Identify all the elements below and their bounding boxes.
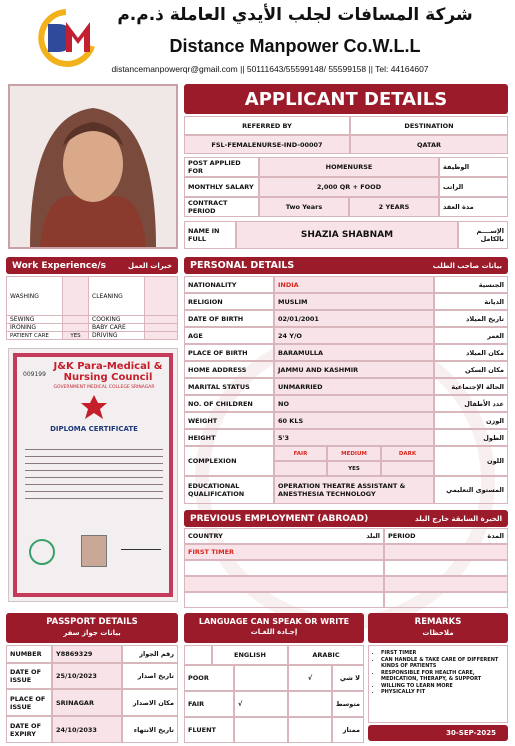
complexion-medium: MEDIUM: [327, 446, 381, 461]
work-skill: PATIENT CARE: [7, 332, 63, 340]
complexion-dark-mark: [381, 461, 434, 476]
language-poor-arabic: √: [288, 665, 332, 691]
work-skill-value: [145, 277, 178, 316]
complexion-dark: DARK: [381, 446, 434, 461]
issue-place-label-ar: مكان الاصدار: [122, 689, 178, 716]
passport-number-label-ar: رقم الجواز: [122, 645, 178, 663]
certificate-seal: [29, 539, 55, 565]
remarks-list: [368, 645, 508, 723]
passport-title-ar: بيانات جواز سفر: [63, 629, 121, 637]
language-fluent-arabic: [288, 717, 332, 743]
marital-label-ar: الحالة الإجتماعية: [434, 378, 508, 395]
children-label: NO. OF CHILDREN: [184, 395, 274, 412]
issue-date-label-ar: تاريخ اصدار: [122, 663, 178, 689]
children-label-ar: عدد الأطفال: [434, 395, 508, 412]
children-value: NO: [274, 395, 434, 412]
language-fair-label-ar: متوسط: [332, 691, 364, 717]
remark-item: • RESPONSIBLE FOR HEALTH CARE, MEDICATION, THERAPY, & SUPPORT: [381, 670, 503, 683]
weight-value: 60 KLS: [274, 412, 434, 429]
dob-label-ar: تاريخ الميلاد: [434, 310, 508, 327]
birthplace-label: PLACE OF BIRTH: [184, 344, 274, 361]
passport-number-value: Y8869329: [52, 645, 122, 663]
language-fair-label: FAIR: [184, 691, 234, 717]
previous-row-1-period: [384, 544, 508, 560]
address-label-ar: مكان السكن: [434, 361, 508, 378]
remark-item: • PHYSICALLY FIT: [381, 689, 503, 696]
name-value: SHAZIA SHABNAM: [236, 221, 458, 249]
previous-row-4: [184, 592, 384, 608]
address-label: HOME ADDRESS: [184, 361, 274, 378]
language-header: [184, 613, 364, 643]
previous-title-ar: الخبرة السابقة خارج البلد: [415, 514, 502, 523]
company-name-arabic: شركة المسافات لجلب الأيدي العاملة ذ.م.م: [117, 5, 473, 25]
height-label: HEIGHT: [184, 429, 274, 446]
language-fluent-english: [234, 717, 288, 743]
religion-label-ar: الديانة: [434, 293, 508, 310]
work-skill-value: [145, 324, 178, 332]
religion-label: RELIGION: [184, 293, 274, 310]
personal-details-header: [184, 257, 508, 274]
period-label: PERIOD: [384, 528, 444, 544]
language-poor-label: POOR: [184, 665, 234, 691]
nationality-value: INDIA: [274, 276, 434, 293]
religion-value: MUSLIM: [274, 293, 434, 310]
period-label-ar: المدة: [444, 528, 508, 544]
work-skill-value: [63, 277, 89, 316]
referral-table: [184, 116, 508, 154]
certificate-text-lines: [25, 443, 163, 523]
salary-label-ar: الراتب: [439, 177, 508, 197]
contract-value: Two Years: [259, 197, 349, 217]
expiry-date-label-ar: تاريخ الانتهاء: [122, 716, 178, 743]
age-label-ar: العمر: [434, 327, 508, 344]
work-title: Work Experience/s: [12, 260, 106, 271]
complexion-medium-mark: YES: [327, 461, 381, 476]
remarks-title: REMARKS: [414, 617, 462, 627]
contract-label: CONTRACT PERIOD: [184, 197, 259, 217]
language-fluent-label: FLUENT: [184, 717, 234, 743]
language-fluent-label-ar: ممتاز: [332, 717, 364, 743]
name-row: [184, 221, 508, 249]
certificate-diploma: DIPLOMA CERTIFICATE: [50, 425, 138, 433]
post-table: [184, 157, 508, 217]
name-label-ar: الإســــم بالكامل: [458, 221, 508, 249]
work-skill: COOKING: [89, 316, 145, 324]
certificate-serial: 009199: [23, 371, 46, 378]
destination-label: DESTINATION: [350, 116, 508, 135]
applicant-photo: [8, 84, 178, 249]
height-label-ar: الطول: [434, 429, 508, 446]
remarks-header: [368, 613, 508, 643]
expiry-date-label: DATE OF EXPIRY: [6, 716, 52, 743]
dob-value: 02/01/2001: [274, 310, 434, 327]
education-value: OPERATION THEATRE ASSISTANT & ANESTHESIA TECHNOLOGY: [274, 476, 434, 504]
previous-row-3: [184, 576, 384, 592]
certificate-photo: [81, 535, 107, 567]
passport-title: PASSPORT DETAILS: [46, 617, 138, 627]
previous-row-2: [184, 560, 384, 576]
language-col-arabic: ARABIC: [288, 645, 364, 665]
language-title-ar: إجـادة اللغـات: [250, 628, 298, 636]
post-label: POST APPLIED FOR: [184, 157, 259, 177]
work-skill: CLEANING: [89, 277, 145, 316]
language-poor-label-ar: لا شي: [332, 665, 364, 691]
passport-table: [6, 645, 178, 743]
complexion-label: COMPLEXION: [184, 446, 274, 476]
age-label: AGE: [184, 327, 274, 344]
remark-item: • FIRST TIMER: [381, 650, 503, 657]
work-skill-value: [63, 316, 89, 324]
previous-employment-table: [184, 528, 508, 608]
name-label: NAME IN FULL: [184, 221, 236, 249]
issue-place-value: SRINAGAR: [52, 689, 122, 716]
work-skill-value: [145, 332, 178, 340]
work-skill-value: YES: [63, 332, 89, 340]
page-title: APPLICANT DETAILS: [184, 84, 508, 114]
passport-number-label: NUMBER: [6, 645, 52, 663]
country-label: COUNTRY: [184, 528, 254, 544]
certificate-signature: [121, 549, 161, 550]
previous-row-1: FIRST TIMER: [184, 544, 384, 560]
height-value: 5'3: [274, 429, 434, 446]
personal-table: [184, 276, 508, 504]
personal-title: PERSONAL DETAILS: [190, 260, 295, 271]
personal-title-ar: بيانات صاحب الطلب: [432, 261, 502, 270]
work-title-ar: خبرات العمل: [127, 261, 172, 270]
weight-label: WEIGHT: [184, 412, 274, 429]
remarks-date: 30-SEP-2025: [368, 725, 508, 741]
work-table: [6, 276, 178, 340]
company-logo: [30, 6, 105, 68]
nationality-label: NATIONALITY: [184, 276, 274, 293]
issue-date-label: DATE OF ISSUE: [6, 663, 52, 689]
language-header-blank: [184, 645, 212, 665]
language-table: [184, 645, 364, 743]
remark-item: • CAN HANDLE & TAKE CARE OF DIFFERENT KINDS OF PATIENTS: [381, 657, 503, 670]
work-skill: WASHING: [7, 277, 63, 316]
contact-line: distancemanpowerqr@gmail.com || 50111643/55599148/ 55599158 || Tel: 44164607: [111, 64, 429, 74]
contract-value-years: 2 YEARS: [349, 197, 439, 217]
expiry-date-value: 24/10/2033: [52, 716, 122, 743]
salary-value: 2,000 QR + FOOD: [259, 177, 439, 197]
work-skill: BABY CARE: [89, 324, 145, 332]
complexion-fair-mark: [274, 461, 327, 476]
work-skill: SEWING: [7, 316, 63, 324]
previous-row-2-period: [384, 560, 508, 576]
work-skill-value: [63, 324, 89, 332]
certificate-council: J&K Para-Medical & Nursing Council: [53, 361, 163, 383]
work-skill: DRIVING: [89, 332, 145, 340]
language-fair-arabic: [288, 691, 332, 717]
complexion-label-ar: اللون: [434, 446, 508, 476]
diploma-certificate-image: [8, 348, 178, 602]
work-experience-header: [6, 257, 178, 274]
previous-employment-header: [184, 510, 508, 527]
issue-place-label: PLACE OF ISSUE: [6, 689, 52, 716]
referred-by-value: FSL-FEMALENURSE-IND-00007: [184, 135, 350, 154]
nationality-label-ar: الجنسية: [434, 276, 508, 293]
country-label-ar: البلد: [254, 528, 384, 544]
previous-row-3-period: [384, 576, 508, 592]
salary-label: MONTHLY SALARY: [184, 177, 259, 197]
work-skill: IRONING: [7, 324, 63, 332]
post-value: HOMENURSE: [259, 157, 439, 177]
referred-by-label: REFERRED BY: [184, 116, 350, 135]
remark-item: • WILLING TO LEARN MORE: [381, 683, 503, 690]
certificate-subtitle: GOVERNMENT MEDICAL COLLEGE SRINAGAR: [53, 385, 155, 390]
issue-date-value: 25/10/2023: [52, 663, 122, 689]
marital-value: UNMARRIED: [274, 378, 434, 395]
birthplace-value: BARAMULLA: [274, 344, 434, 361]
contract-label-ar: مدة العقد: [439, 197, 508, 217]
birthplace-label-ar: مكان الميلاد: [434, 344, 508, 361]
language-col-english: ENGLISH: [212, 645, 288, 665]
destination-value: QATAR: [350, 135, 508, 154]
address-value: JAMMU AND KASHMIR: [274, 361, 434, 378]
remarks-title-ar: ملاحظات: [422, 629, 454, 637]
education-label-ar: المستوى التعليمي: [434, 476, 508, 504]
weight-label-ar: الوزن: [434, 412, 508, 429]
language-fair-english: √: [234, 691, 288, 717]
previous-title: PREVIOUS EMPLOYMENT (ABROAD): [190, 513, 369, 524]
marital-label: MARITAL STATUS: [184, 378, 274, 395]
work-skill-value: [145, 316, 178, 324]
education-label: EDUCATIONAL QUALIFICATION: [184, 476, 274, 504]
language-poor-english: [234, 665, 288, 691]
certificate-emblem: [79, 393, 109, 421]
company-name-english: Distance Manpower Co.W.L.L: [169, 36, 421, 56]
previous-row-4-period: [384, 592, 508, 608]
language-title: LANGUAGE CAN SPEAK OR WRITE: [198, 617, 350, 626]
dob-label: DATE OF BIRTH: [184, 310, 274, 327]
post-label-ar: الوظيفة: [439, 157, 508, 177]
complexion-fair: FAIR: [274, 446, 327, 461]
passport-header: [6, 613, 178, 643]
age-value: 24 Y/O: [274, 327, 434, 344]
